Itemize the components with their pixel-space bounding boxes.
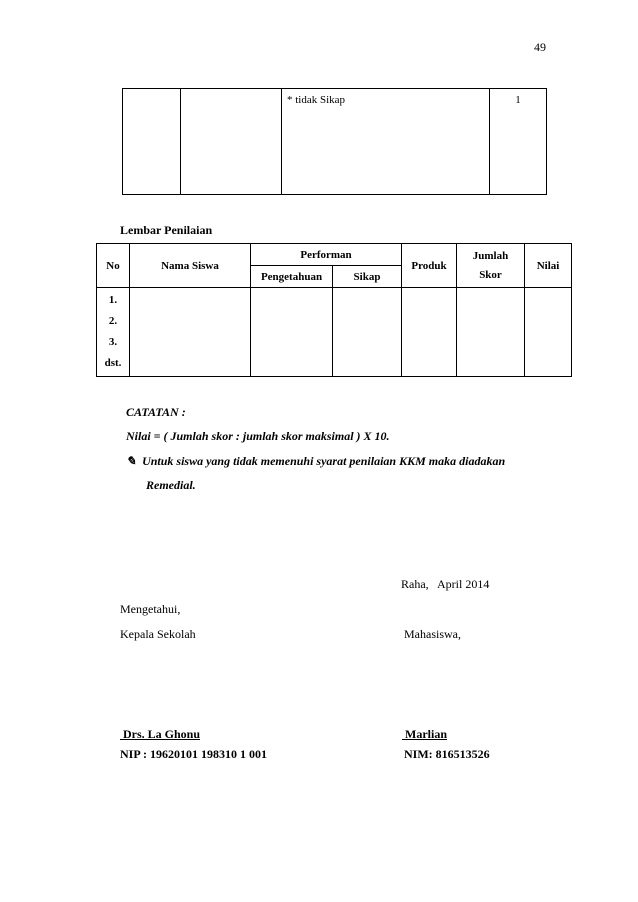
row-number: 2. [108, 315, 118, 327]
table-cell [402, 288, 457, 377]
row-number: 1. [108, 294, 118, 306]
header-no: No [97, 244, 130, 288]
table-cell-score: 1 [490, 89, 547, 195]
table-cell [525, 288, 572, 377]
header-pengetahuan: Pengetahuan [251, 266, 333, 288]
mengetahui-label: Mengetahui, [120, 602, 181, 616]
table-cell [181, 89, 282, 195]
grade-table [96, 243, 572, 377]
table-cell-criteria: * tidak Sikap [282, 89, 490, 195]
pencil-icon: ✎ [126, 454, 137, 468]
place-date: Raha, April 2014 [401, 577, 490, 591]
mahasiswa-label: Mahasiswa, [404, 627, 461, 641]
headmaster-name: Drs. La Ghonu [120, 727, 201, 741]
row-number: dst. [104, 357, 122, 369]
header-nilai: Nilai [525, 244, 572, 288]
continuation-table [122, 88, 547, 195]
row-numbers-cell [97, 288, 130, 377]
table-cell [123, 89, 181, 195]
header-produk: Produk [402, 244, 457, 288]
student-name: Marlian [402, 727, 447, 741]
table-cell [457, 288, 525, 377]
header-skor: Skor [479, 269, 502, 281]
header-jumlah-skor [457, 244, 525, 288]
note-title: CATATAN : [126, 405, 186, 419]
table-cell [251, 288, 333, 377]
student-nim: NIM: 816513526 [404, 747, 490, 761]
header-performan: Performan [251, 244, 402, 266]
row-number: 3. [108, 336, 118, 348]
table-cell [130, 288, 251, 377]
note-bullet-continuation: Remedial. [146, 478, 196, 492]
section-title: Lembar Penilaian [120, 223, 213, 237]
note-formula: Nilai = ( Jumlah skor : jumlah skor maksimal ) X 10. [126, 429, 390, 443]
note-bullet-text: Untuk siswa yang tidak memenuhi syarat penilaian KKM maka diadakan [142, 454, 506, 468]
kepala-sekolah-label: Kepala Sekolah [120, 627, 196, 641]
headmaster-nip: NIP : 19620101 198310 1 001 [120, 747, 267, 761]
header-sikap: Sikap [333, 266, 402, 288]
header-nama-siswa: Nama Siswa [130, 244, 251, 288]
header-jumlah: Jumlah [472, 250, 509, 262]
page-number: 49 [534, 40, 546, 54]
table-cell [333, 288, 402, 377]
note-bullet [126, 454, 505, 469]
